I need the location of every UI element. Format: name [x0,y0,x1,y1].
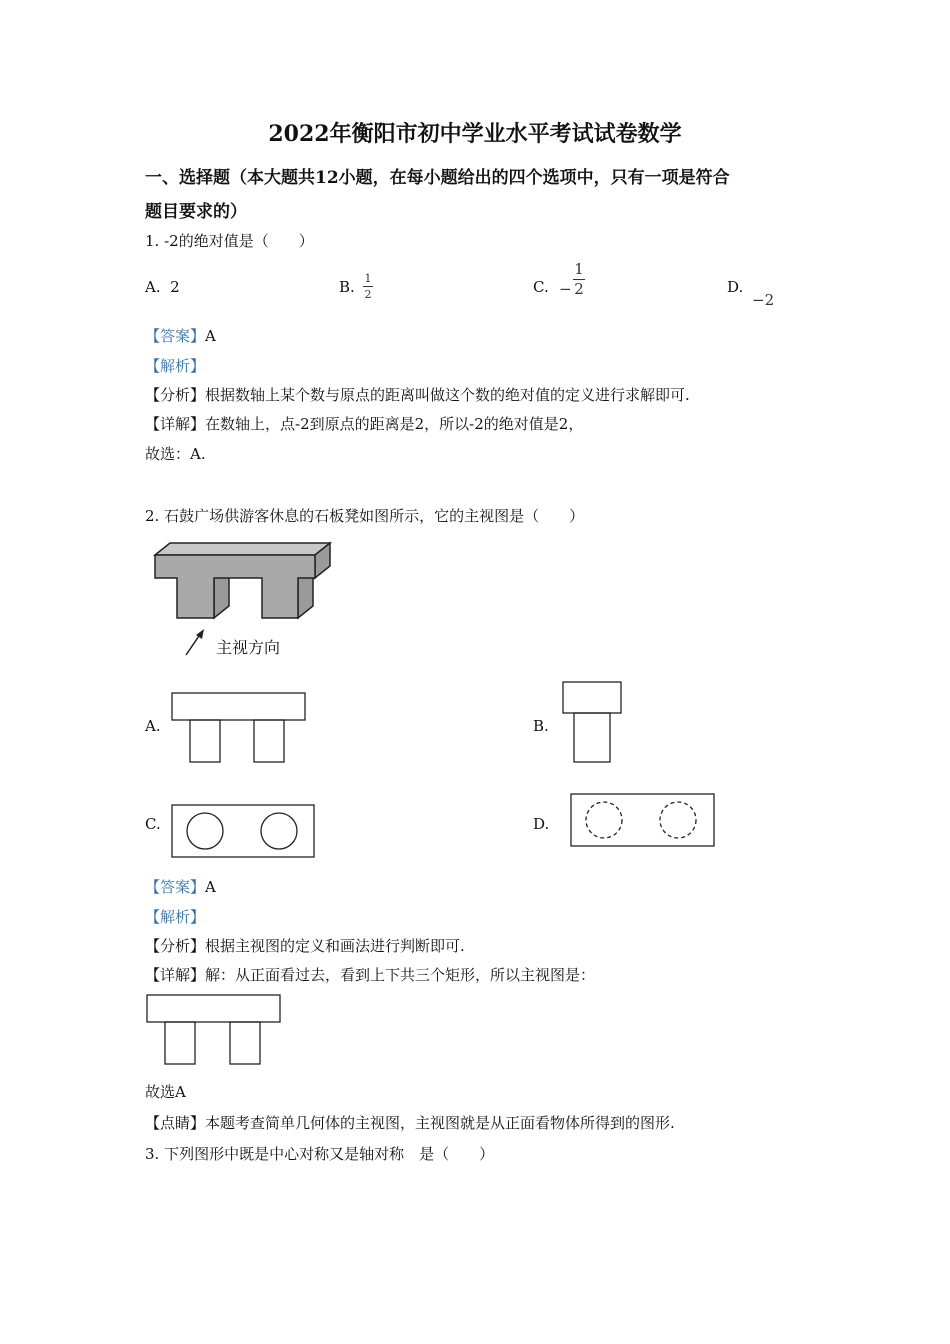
section-heading-line1: 一、选择题（本大题共12小题，在每小题给出的四个选项中，只有一项是符合 [145,168,730,188]
q2-option-a-label: A. [145,717,161,735]
q1-option-b-fraction [363,273,373,300]
q2-choose: 故选A [145,1083,186,1101]
q1-answer-value: A [205,327,216,345]
q2-option-a-figure [170,690,310,770]
q1-option-c-fraction [573,262,585,297]
q2-option-c-label: C. [145,815,161,833]
q1-choose: 故选：A. [145,445,206,463]
q2-option-d-figure [569,792,719,850]
q1-option-a-label: A. [145,278,161,296]
q1-option-b-label: B. [339,278,355,296]
q1-option-c-sign: − [559,280,572,298]
stone-bench-figure [150,540,335,625]
q2-option-b-figure [560,680,626,768]
answer-tag: 【答案】 [145,327,206,345]
q1-stem: 1. -2的绝对值是（ ） [145,232,314,250]
q2-answer [145,876,216,897]
q3-stem: 3. 下列图形中既是中心对称又是轴对称 是（ ） [145,1145,495,1163]
q2-option-d-label: D. [533,815,550,833]
view-direction-label: 主视方向 [216,638,281,657]
q2-fenxi: 【分析】根据主视图的定义和画法进行判断即可. [145,937,465,955]
q1-option-d-label: D. [727,278,744,296]
answer-tag: 【答案】 [145,878,206,896]
q2-answer-value: A [205,878,216,896]
q1-option-a-value: 2 [170,278,180,296]
page-title: 2022年衡阳市初中学业水平考试试卷数学 [268,121,682,147]
q1-answer [145,325,216,346]
q1-fenxi: 【分析】根据数轴上某个数与原点的距离叫做这个数的绝对值的定义进行求解即可. [145,386,690,404]
q1-option-a [145,278,180,296]
q1-option-c-denominator: 2 [574,280,584,298]
bench-top-face [155,543,330,555]
q1-option-c-label: C. [533,278,549,296]
q1-option-c-numerator: 1 [574,260,584,278]
q1-xiangjie: 【详解】在数轴上，点-2到原点的距离是2，所以-2的绝对值是2， [145,415,584,433]
q1-option-b-numerator: 1 [364,272,372,285]
q2-dianjing: 【点睛】本题考查简单几何体的主视图，主视图就是从正面看物体所得到的图形. [145,1114,675,1132]
section-heading-line2: 题目要求的） [145,202,247,222]
arrow-icon [183,628,207,658]
q2-analysis-tag: 【解析】 [145,908,206,926]
q1-option-b-denominator: 2 [364,288,372,301]
q2-option-b-label: B. [533,717,549,735]
fraction-bar [363,286,373,287]
q2-option-c-figure [170,803,318,861]
q1-option-d-value: −2 [752,291,775,309]
q2-answer-figure [145,993,285,1068]
q2-xiangjie: 【详解】解：从正面看过去，看到上下共三个矩形，所以主视图是： [145,966,596,984]
q1-analysis-tag: 【解析】 [145,357,206,375]
q2-stem: 2. 石鼓广场供游客休息的石板凳如图所示，它的主视图是（ ） [145,507,585,525]
bench-front-face [155,555,315,618]
